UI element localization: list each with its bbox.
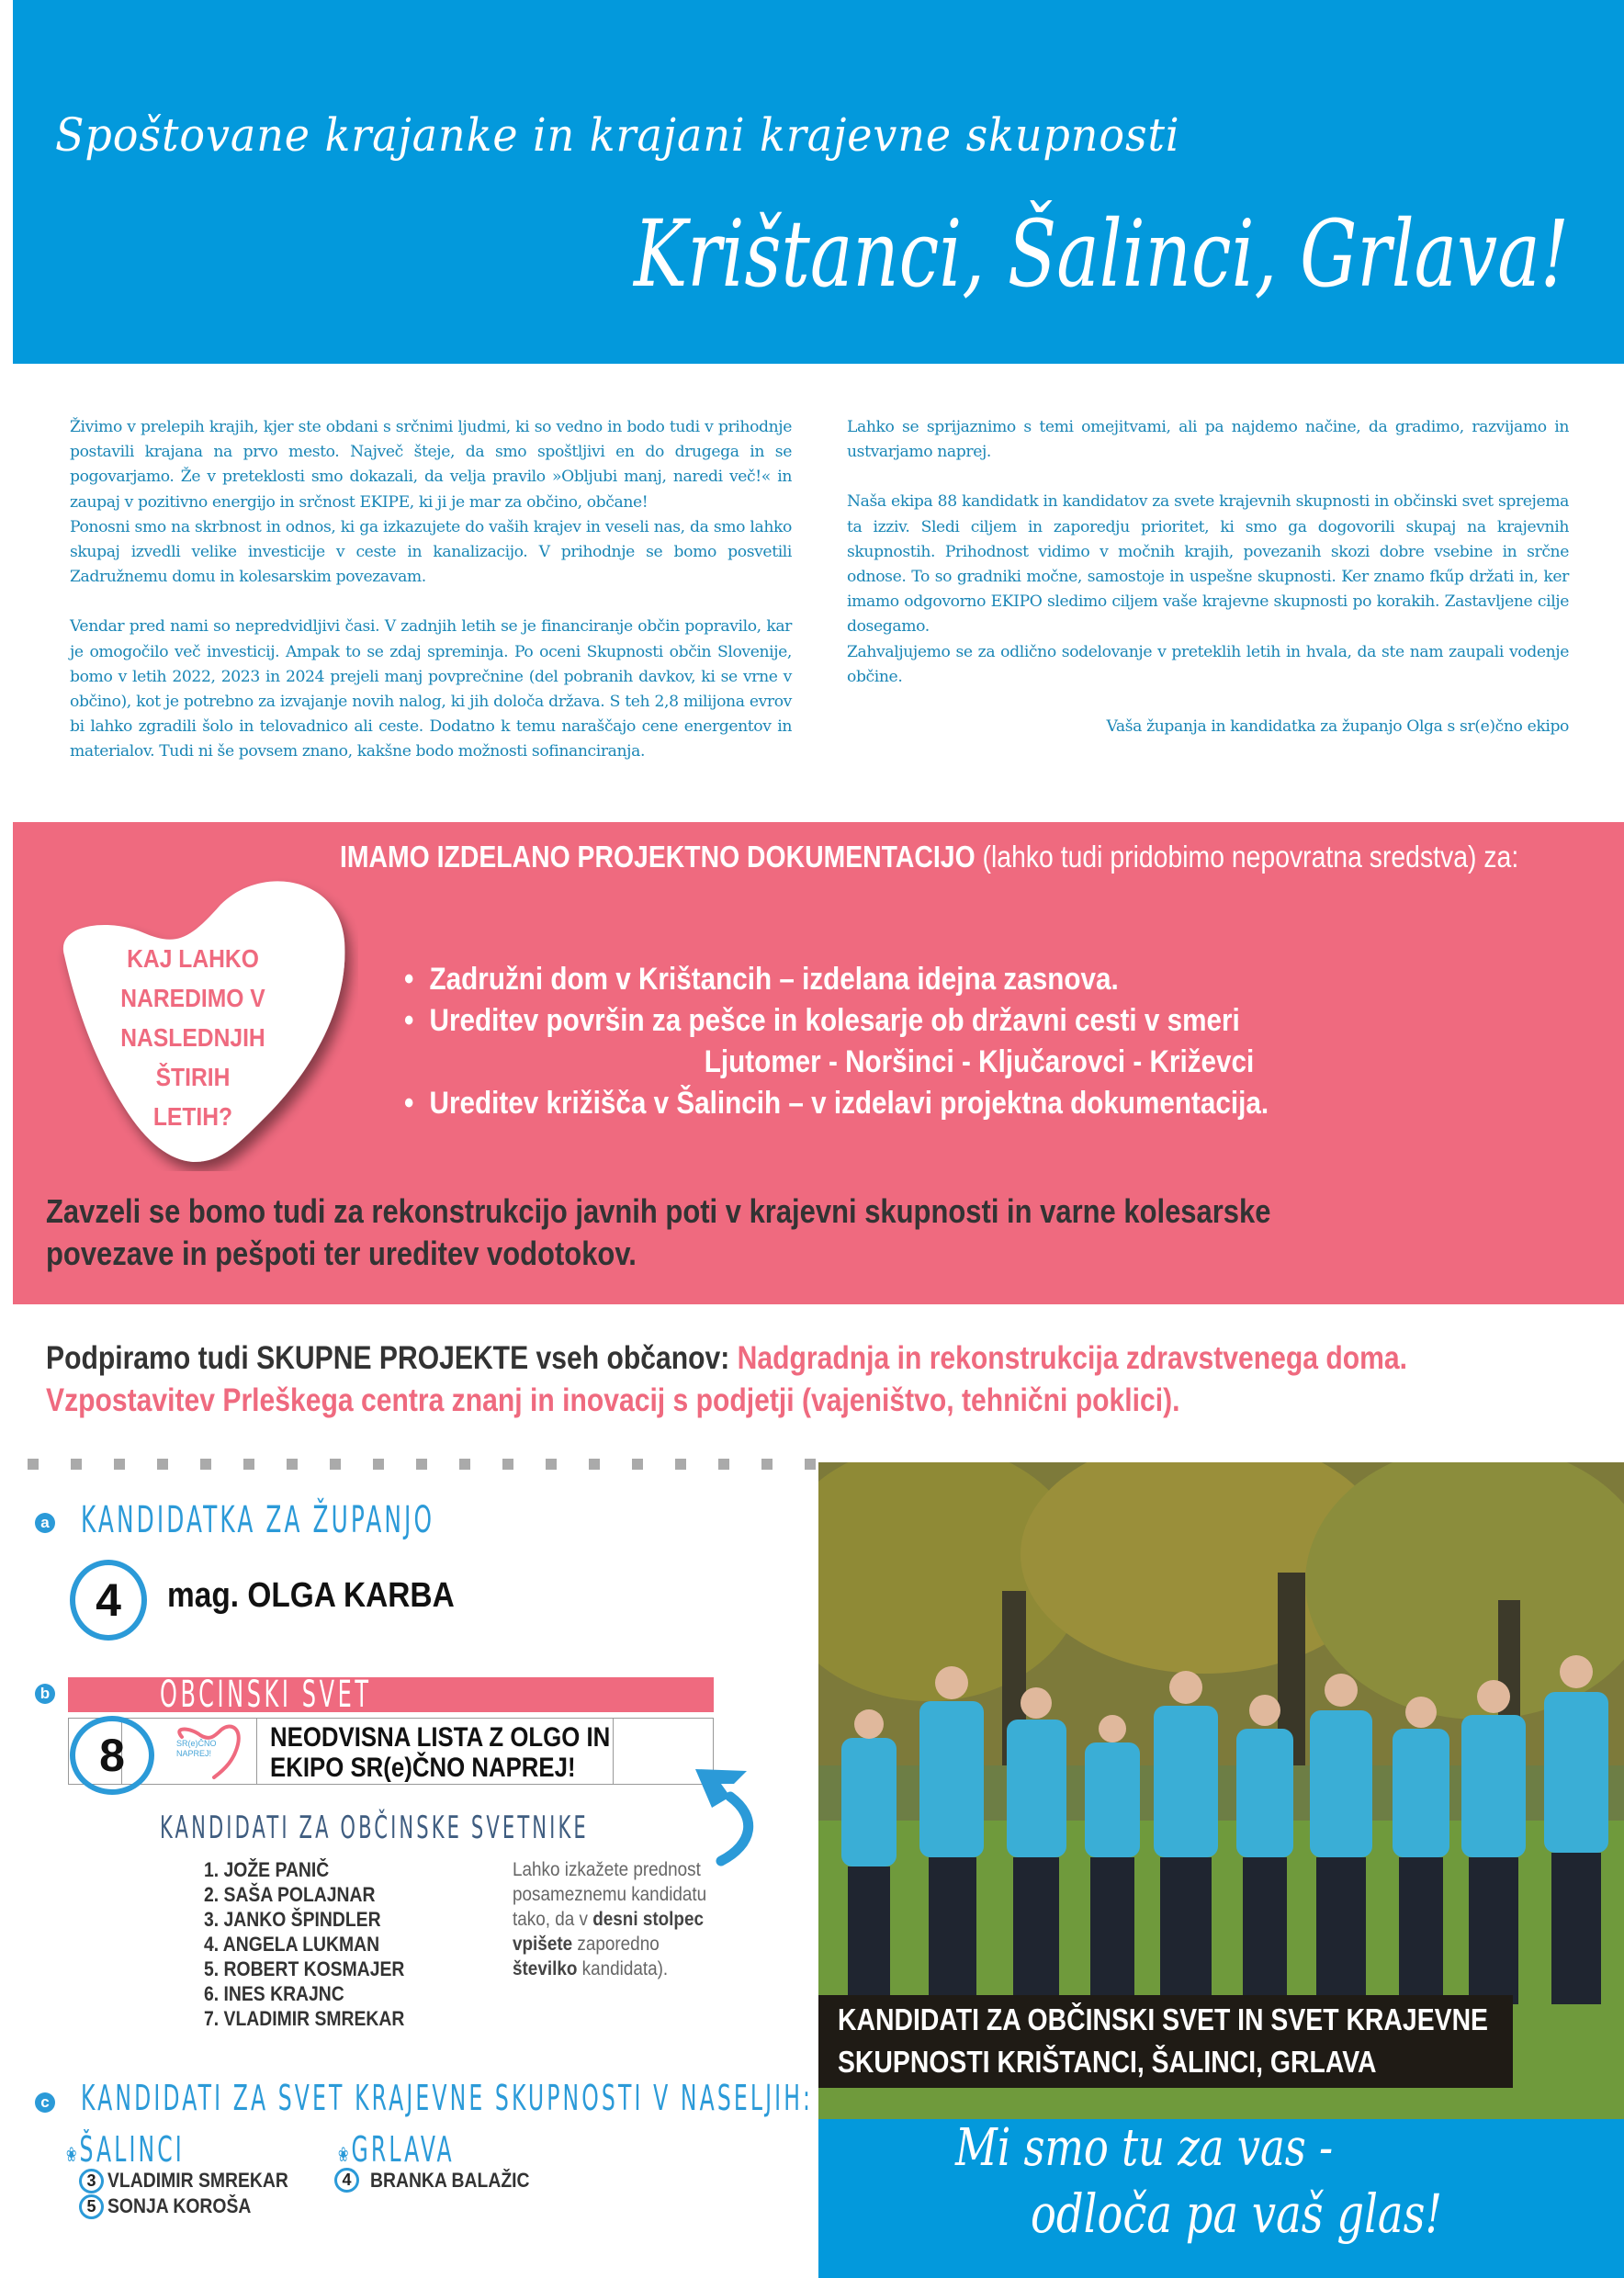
section-c-badge: c (35, 2092, 55, 2113)
village-grlava-heading: ❀GRLAVA (338, 2129, 455, 2170)
candidate-item: 3. JANKO ŠPINDLER (204, 1908, 381, 1931)
heart-line: NAREDIMO V (120, 984, 265, 1012)
candidate-number: 5 (79, 2194, 104, 2219)
section-b-badge: b (35, 1684, 55, 1704)
candidate-item: 7. VLADIMIR SMREKAR (204, 2007, 405, 2030)
letter-left-column (70, 415, 792, 765)
project-route: Ljutomer - Noršinci - Ključarovci - Križevci (704, 1044, 1255, 1079)
projects-heading (340, 840, 1518, 874)
council-candidates-list (204, 1857, 404, 2031)
projects-list (404, 959, 1269, 1124)
bullet-icon: • (404, 962, 414, 997)
letter-paragraph: Živimo v prelepih krajih, kjer ste obdani s srčnimi ljudmi, ki so vedno in bodo tudi v prihodnje postavili krajana na prvo mesto. Največ šteje, da smo spoštljivi en do drugega in se pogovarjamo. Že v preteklosti smo dokazali, da velja pravilo »Obljubi manj, naredi več!« in zaupaj v pozitivno energijo in srčnost EKIPE, ki ji je mar za občino, občane! (70, 418, 792, 512)
bullet-icon: • (404, 1003, 414, 1038)
municipal-council-heading: OBČINSKI SVET (160, 1674, 372, 1716)
joint-item: Nadgradnja in rekonstrukcija zdravstvenega doma. (737, 1340, 1407, 1376)
letter-right-column (847, 415, 1569, 739)
letter-paragraph: Zahvaljujemo se za odlično sodelovanje v preteklih letih in hvala, da ste nam zaupali vodenje občine. (847, 642, 1569, 686)
letter-paragraph: Vendar pred nami so nepredvidljivi časi. V zadnjih letih se je financiranje občin popravilo, kar je omogočilo več investicij. Ampak to se zdaj spreminja. Po oceni Skupnosti občin Slovenije, bomo v letih 2022, 2023 in 2024 prejeli manj povprečnine (del pobranih davkov, ki se vrne v občino), kot je potrebno za izvajanje novih nalog, ki jih določa država. S teh 2,8 milijona evrov bi lahko zgradili šolo in telovadnico ali ceste. Dodatno k temu naraščajo cene energentov in materialov. Tudi ni še povsem znano, kakšne bodo možnosti sofinanciranja. (70, 617, 792, 761)
letter-paragraph: Lahko se sprijaznimo s temi omejitvami, ali pa najdemo načine, da gradimo, razvijamo in ustvarjamo naprej. (847, 418, 1569, 462)
candidate-item: 1. JOŽE PANIČ (204, 1858, 330, 1881)
candidate-item: 5. ROBERT KOSMAJER (204, 1957, 405, 1980)
projects-heading-bold: IMAMO IZDELANO PROJEKTNO DOKUMENTACIJO (340, 840, 976, 874)
header-banner (13, 0, 1624, 364)
heart-line: NASLEDNJIH (120, 1023, 265, 1052)
letter-signature: Vaša županja in kandidatka za županjo Olga s sr(e)čno ekipo (1106, 717, 1569, 737)
mayor-ballot-number: 4 (70, 1560, 147, 1641)
arrow-icon (694, 1762, 767, 1867)
project-item: • Ureditev površin za pešce in kolesarje ob državni cesti v smeri (404, 1000, 1269, 1042)
village-salinci-heading: ❀ŠALINCI (66, 2129, 185, 2170)
ballot-row (68, 1718, 714, 1785)
flower-icon: ❀ (66, 2144, 80, 2167)
bullet-icon: • (404, 1086, 414, 1121)
candidate-number: 4 (334, 2168, 359, 2193)
joint-projects-bold: SKUPNE PROJEKTE (256, 1340, 529, 1376)
logo-text: SR(e)ČNO NAPREJ! (176, 1739, 217, 1758)
project-item: • Zadružni dom v Krištancih – izdelana idejna zasnova. (404, 959, 1269, 1000)
slogan-line-2: odloča pa vaš glas! (1031, 2182, 1443, 2245)
local-council-heading: KANDIDATI ZA SVET KRAJEVNE SKUPNOSTI V NASELJIH: (81, 2078, 814, 2118)
heart-line: LETIH? (152, 1102, 233, 1131)
joint-projects: Podpiramo tudi SKUPNE PROJEKTE vseh občanov: Nadgradnja in rekonstrukcija zdravstvenega doma. Vzpostavitev Prleškega centra znanj in inovacij s podjetji (vajeništvo, tehnični poklici). (46, 1340, 1407, 1418)
photo-caption: KANDIDATI ZA OBČINSKI SVET IN SVET KRAJEVNE SKUPNOSTI KRIŠTANCI, ŠALINCI, GRLAVA (838, 2002, 1488, 2079)
project-item: • Ureditev križišča v Šalincih – v izdelavi projektna dokumentacija. (404, 1083, 1269, 1124)
council-candidates-heading: KANDIDATI ZA OBČINSKE SVETNIKE (160, 1810, 589, 1846)
heart-question (112, 939, 274, 1136)
preference-vote-note: Lahko izkažete prednost posameznemu kandidatu tako, da v desni stolpec vpišete zaporedno številko kandidata). (513, 1859, 707, 1979)
flower-icon: ❀ (338, 2144, 352, 2167)
heart-line: KAJ LAHKO (127, 944, 259, 973)
projects-heading-light: (lahko tudi pridobimo nepovratna sredstva) za: (982, 840, 1519, 874)
candidate-number: 3 (79, 2169, 104, 2193)
letter-paragraph: Naša ekipa 88 kandidatk in kandidatov za svete krajevnih skupnosti in občinski svet sprejema ta izziv. Sledi ciljem in zaporedju prioritet, ki smo ga dogovorili skupaj na krajevnih skupnostih. Prihodnost vidimo v močnih krajih, povezanih skozi dobre vsebine in srčne odnose. To so gradniki močne, samostoje in uspešne skupnosti. Ker znamo fkűp držati in, ker imamo odgovorno EKIPO sledimo ciljem vaše krajevne skupnosti po korakih. Zastavljene cilje dosegamo. (847, 492, 1569, 637)
greeting-title: Spoštovane krajanke in krajani krajevne skupnosti (55, 108, 1180, 162)
projects-footer: Zavzeli se bomo tudi za rekonstrukcijo javnih poti v krajevni skupnosti in varne kolesarske povezave in pešpoti ter ureditev vodotokov. (46, 1192, 1271, 1272)
list-ballot-number: 8 (70, 1716, 154, 1795)
village-candidate: 5 SONJA KOROŠA (79, 2193, 313, 2219)
candidate-item: 4. ANGELA LUKMAN (204, 1933, 380, 1956)
dotted-divider (28, 1459, 818, 1470)
heart-line: ŠTIRIH (155, 1063, 231, 1091)
candidate-item: 2. SAŠA POLAJNAR (204, 1883, 376, 1906)
grlava-candidates (334, 2168, 551, 2193)
salinci-candidates (79, 2168, 313, 2219)
mayor-candidate-heading: KANDIDATKA ZA ŽUPANJO (81, 1499, 435, 1541)
village-candidate: 3 VLADIMIR SMREKAR (79, 2168, 313, 2193)
places-title: Krištanci, Šalinci, Grlava! (634, 200, 1570, 308)
candidate-item: 6. INES KRAJNC (204, 1982, 344, 2005)
mayor-candidate-name: mag. OLGA KARBA (167, 1576, 455, 1615)
village-candidate: 4 BRANKA BALAŽIC (334, 2168, 551, 2193)
list-name-cell: NEODVISNA LISTA Z OLGO IN EKIPO SR(e)ČNO NAPREJ! (257, 1719, 614, 1784)
section-a-badge: a (35, 1513, 55, 1533)
slogan-line-1: Mi smo tu za vas - (955, 2118, 1334, 2178)
joint-item: Vzpostavitev Prleškega centra znanj in inovacij s podjetji (vajeništvo, tehnični poklici). (46, 1382, 1180, 1418)
letter-paragraph: Ponosni smo na skrbnost in odnos, ki ga izkazujete do vaših krajev in veseli nas, da smo lahko skupaj izvedli velike investicije v ceste in kanalizacijo. V prihodnje se bomo posvetili Zadružnemu domu in kolesarskim povezavam. (70, 517, 792, 587)
